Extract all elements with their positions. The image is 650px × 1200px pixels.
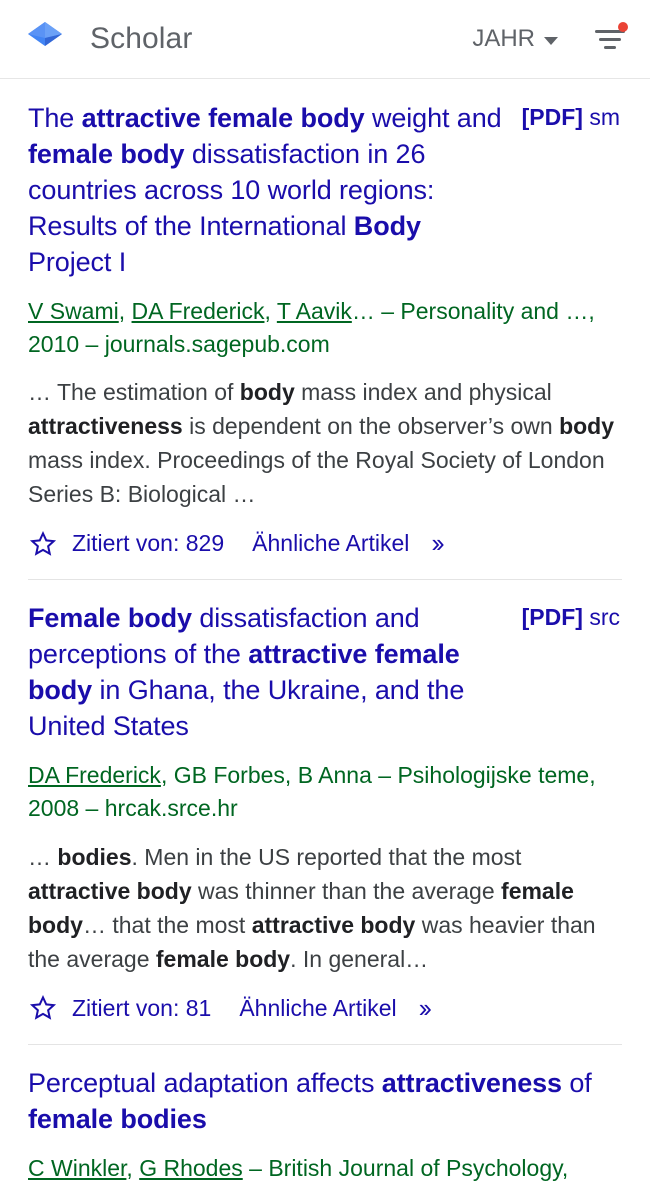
result-actions: [28, 528, 620, 559]
app-header: [0, 0, 650, 79]
author-link[interactable]: T Aavik: [276, 297, 352, 324]
double-chevron-right-icon[interactable]: ››: [431, 528, 441, 559]
star-outline-icon[interactable]: [28, 993, 58, 1023]
filter-active-badge: [618, 22, 628, 32]
author-link[interactable]: DA Frederick: [28, 761, 161, 788]
result-item: [0, 79, 650, 579]
title-row: [28, 601, 620, 745]
title-row: [28, 101, 620, 281]
result-authors: DA Frederick, GB Forbes, B Anna – Psihologijske teme, 2008 – hrcak.srce.hr: [28, 761, 596, 822]
cited-by-link[interactable]: Zitiert von: 829: [72, 530, 225, 557]
star-outline-icon[interactable]: [28, 529, 58, 559]
cited-by-link[interactable]: Zitiert von: 81: [72, 994, 212, 1021]
pdf-link[interactable]: [PDF] sm: [521, 104, 620, 130]
author-link[interactable]: G Rhodes: [139, 1154, 243, 1181]
author-link[interactable]: C Winkler: [28, 1154, 127, 1181]
related-articles-link[interactable]: Ähnliche Artikel: [252, 530, 410, 557]
result-title[interactable]: The attractive female body weight and female body dissatisfaction in 26 countries across 10 world regions: Results of the International Body Project I: [28, 103, 502, 277]
title-row: [28, 1066, 620, 1138]
result-item: [0, 579, 650, 1043]
result-actions: [28, 993, 620, 1024]
scholar-logo-icon[interactable]: [22, 16, 68, 62]
result-title[interactable]: Perceptual adaptation affects attractiveness of female bodies: [28, 1067, 592, 1134]
result-snippet: … The estimation of body mass index and physical attractiveness is dependent on the observer’s own body mass index. Proceedings of the Royal Society of London Series B: Biological …: [28, 379, 615, 508]
year-filter-dropdown[interactable]: [472, 25, 558, 53]
year-filter-label: JAHR: [472, 25, 535, 52]
author-link[interactable]: V Swami: [28, 297, 119, 324]
result-authors: C Winkler, G Rhodes – British Journal of Psychology,: [28, 1154, 569, 1181]
result-authors: V Swami, DA Frederick, T Aavik… – Personality and …, 2010 – journals.sagepub.com: [28, 297, 595, 357]
double-chevron-right-icon[interactable]: ››: [418, 992, 428, 1023]
result-snippet: … bodies. Men in the US reported that the most attractive body was thinner than the average female body… that the most attractive body was heavier than the average female body. In general…: [28, 843, 596, 972]
pdf-link[interactable]: [PDF] src: [521, 604, 620, 631]
brand-title: Scholar: [90, 22, 193, 55]
results-list: [0, 79, 650, 1185]
result-item: [0, 1044, 650, 1185]
result-title[interactable]: Female body dissatisfaction and perceptions of the attractive female body in Ghana, the Ukraine, and the United States: [28, 603, 465, 742]
filter-button[interactable]: [588, 17, 632, 61]
chevron-down-icon: [544, 37, 558, 45]
author-link[interactable]: DA Frederick: [131, 297, 265, 324]
related-articles-link[interactable]: Ähnliche Artikel: [239, 994, 397, 1021]
